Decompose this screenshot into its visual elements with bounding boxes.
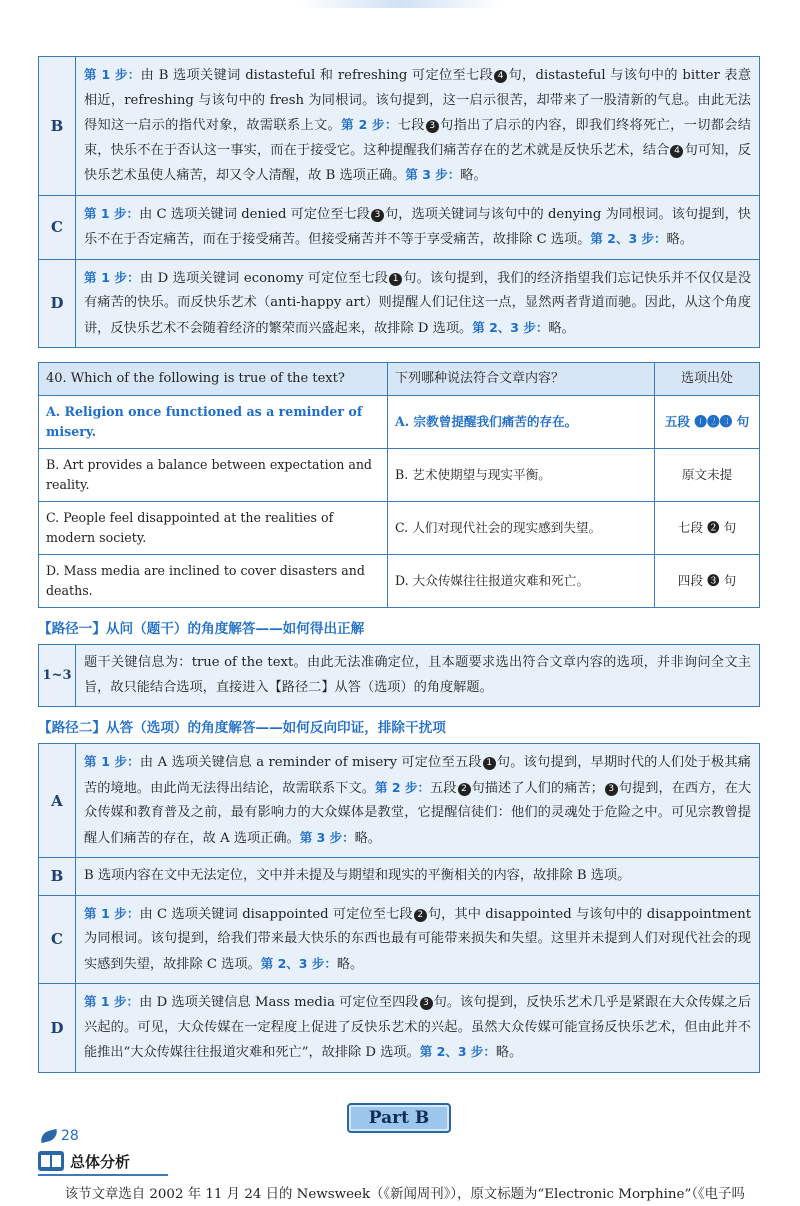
block1-row-d [39, 259, 760, 348]
analysis-block-2 [38, 644, 760, 707]
block3-row-d [39, 984, 760, 1073]
option-source: 四段 ❸ 句 [655, 555, 760, 608]
block3-row-a [39, 744, 760, 858]
question-header-row [39, 363, 760, 396]
block1-row-b [39, 57, 760, 196]
option-row [39, 396, 760, 449]
option-zh: A. 宗教曾提醒我们痛苦的存在。 [388, 396, 655, 449]
question-zh: 下列哪种说法符合文章内容？ [388, 363, 655, 396]
option-zh: C. 人们对现代社会的现实感到失望。 [388, 502, 655, 555]
option-en: C. People feel disappointed at the realities of modern society. [39, 502, 388, 555]
block2-text: 题干关键信息为：true of the text。由此无法准确定位，且本题要求选出符合文章内容的选项，并非询问全文主旨，故只能结合选项，直接进入【路径二】从答（选项）的角度解题。 [76, 645, 760, 707]
page-number: 28 [61, 1128, 79, 1144]
option-source: 七段 ❷ 句 [655, 502, 760, 555]
analysis-paragraph: 该节文章选自 2002 年 11 月 24 日的 Newsweek（《新闻周刊》），原文标题为“Electronic Morphine”（《电子吗 [64, 1186, 745, 1202]
block1-text: 第 1 步：由 D 选项关键词 economy 可定位至七段 1 句。该句提到，我们的经济指望我们忘记快乐并不仅仅是没有痛苦的快乐。而反快乐艺术（anti-happy art）则提醒人们记住这一点，显然两者背道而驰。因此，从这个角度讲，反快乐艺术不会随着经济的繁荣而兴盛起来，故排除 D 选项。第 2、3 步：略。 [76, 259, 760, 348]
top-decoration [300, 0, 500, 8]
route-one-heading: 【路径一】从问（题干）的角度解答——如何得出正解 [38, 621, 365, 637]
page-content [38, 56, 760, 1206]
block3-text: 第 1 步：由 A 选项关键信息 a reminder of misery 可定位至五段 1 句。该句提到，早期时代的人们处于极其痛苦的境地。由此尚无法得出结论，故需联系下文。第 2 步：五段 2 句描述了人们的痛苦； 3 句提到，在西方，在大众传媒和教育普及之前，最有影响力的大众媒体是教堂，它提醒信徒们：他们的灵魂处于危险之中。可见宗教曾提醒人们痛苦的存在，故 A 选项正确。第 3 步：略。 [76, 744, 760, 858]
block3-label: D [39, 984, 76, 1073]
block1-label: B [39, 57, 76, 196]
leaf-icon [39, 1129, 59, 1143]
block3-row-c [39, 895, 760, 984]
block3-label: B [39, 858, 76, 896]
question-en: 40. Which of the following is true of the text? [39, 363, 388, 396]
option-row [39, 502, 760, 555]
option-row [39, 555, 760, 608]
route-two-heading: 【路径二】从答（选项）的角度解答——如何反向印证，排除干扰项 [38, 720, 446, 736]
option-zh: D. 大众传媒往往报道灾难和死亡。 [388, 555, 655, 608]
block3-text: B 选项内容在文中无法定位，文中并未提及与期望和现实的平衡相关的内容，故排除 B 选项。 [76, 858, 760, 896]
analysis-block-3 [38, 743, 760, 1073]
block1-text: 第 1 步：由 B 选项关键词 distasteful 和 refreshing 可定位至七段 4 句，distasteful 与该句中的 bitter 表意相近，refreshing 与该句中的 fresh 为同根词。该句提到，这一启示很苦，却带来了一股清新的气息。由此无法得知这一启示的指代对象，故需联系上文。第 2 步：七段 3 句指出了启示的内容，即我们终将死亡，一切都会结束，快乐不在于否认这一事实，而在于接受它。这种提醒我们痛苦存在的艺术就是反快乐艺术，结合 4 句可知，反快乐艺术虽使人痛苦，却又令人清醒，故 B 选项正确。第 3 步：略。 [76, 57, 760, 196]
analysis-block-1 [38, 56, 760, 348]
block3-text: 第 1 步：由 D 选项关键信息 Mass media 可定位至四段 3 句。该句提到，反快乐艺术几乎是紧跟在大众传媒之后兴起的。可见，大众传媒在一定程度上促进了反快乐艺术的兴起。虽然大众传媒可能宣扬反快乐艺术，但由此并不能推出“大众传媒往往报道灾难和死亡”，故排除 D 选项。第 2、3 步：略。 [76, 984, 760, 1073]
block2-row [39, 645, 760, 707]
question-table [38, 362, 760, 608]
option-en: A. Religion once functioned as a reminder of misery. [39, 396, 388, 449]
block3-text: 第 1 步：由 C 选项关键词 disappointed 可定位至七段 2 句，其中 disappointed 与该句中的 disappointment 为同根词。该句提到，给我们带来最大快乐的东西也最有可能带来损失和失望。这里并未提到人们对现代社会的现实感到失望，故排除 C 选项。第 2、3 步：略。 [76, 895, 760, 984]
book-icon [38, 1151, 64, 1171]
option-en: D. Mass media are inclined to cover disasters and deaths. [39, 555, 388, 608]
block2-label: 1~3 [39, 645, 76, 707]
option-zh: B. 艺术使期望与现实平衡。 [388, 449, 655, 502]
block3-label: A [39, 744, 76, 858]
option-source: 五段 ❶❷❸ 句 [655, 396, 760, 449]
block3-row-b [39, 858, 760, 896]
part-b-title: Part B [347, 1103, 451, 1133]
block1-label: C [39, 195, 76, 259]
option-source: 原文未提 [655, 449, 760, 502]
block1-row-c [39, 195, 760, 259]
option-row [39, 449, 760, 502]
part-b-wrap [38, 1103, 760, 1133]
block3-label: C [39, 895, 76, 984]
block1-text: 第 1 步：由 C 选项关键词 denied 可定位至七段 3 句，选项关键词与该句中的 denying 为同根词。该句提到，快乐不在于否定痛苦，而在于接受痛苦。但接受痛苦并不等于享受痛苦，故排除 C 选项。第 2、3 步：略。 [76, 195, 760, 259]
source-header: 选项出处 [655, 363, 760, 396]
analysis-title: 总体分析 [70, 1152, 131, 1171]
overall-analysis-heading [38, 1151, 168, 1176]
block1-label: D [39, 259, 76, 348]
page-footer [40, 1128, 79, 1144]
option-en: B. Art provides a balance between expectation and reality. [39, 449, 388, 502]
